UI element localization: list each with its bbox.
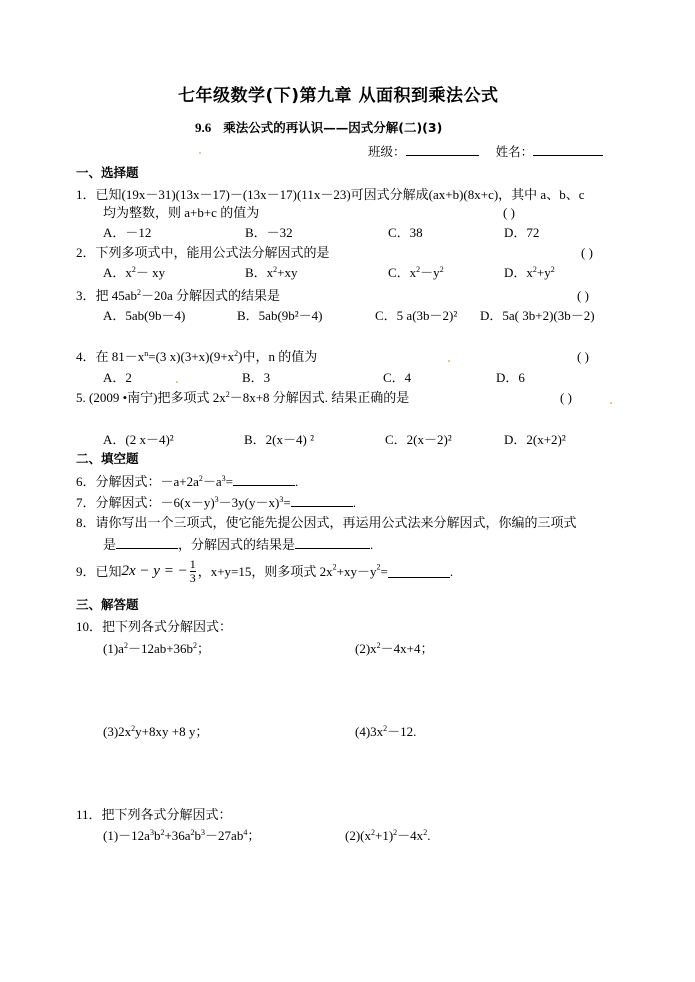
exponent: 2 [131,265,136,274]
part-text: ； [197,641,211,656]
lesson-subtitle [195,121,442,135]
q7-line [76,495,356,509]
stem-text: 7．分解因式：－6(x－y) [76,495,215,510]
q6-line [76,474,298,488]
scan-artifact [176,381,178,383]
q1-option-c: C．38 [388,225,423,240]
class-label: 班级： [368,145,406,159]
part-text: －12ab+36b [127,641,194,656]
q2-stem: 2．下列多项式中，能用公式法分解因式的是 [76,245,330,260]
page-title: 七年级数学(下)第九章 从面积到乘法公式 [178,86,499,106]
q9-answer-blank[interactable] [388,566,450,578]
part-text: (1)a [103,641,124,656]
stem-text: 5. (2009 •南宁)把多项式 2x [76,390,226,405]
q10-part-1 [103,642,210,655]
option-rest: +y [536,265,551,280]
section-choice-heading: 一、选择题 [76,165,139,180]
q5-option-a: A．(2 x－4)² [103,432,174,447]
q9-equation: 2x − y = − [121,563,188,579]
q4-answer-bracket[interactable]: ( ) [577,349,589,364]
q1-line1: 1．已知(19x－31)(13x－17)－(13x－17)(11x－23)可因式分解成(ax+b)(8x+c)，其中 a、b、c [76,187,585,202]
part-text: (4)3x [355,724,384,739]
q11-stem: 11．把下列各式分解因式： [76,807,232,822]
exponent: 2 [532,265,537,274]
q5-option-c: C．2(x－2)² [385,432,452,447]
option-label: A． [103,265,126,280]
q5-stem [76,391,409,404]
fraction [190,558,196,585]
q10-part-2 [355,642,434,655]
q5-option-d: D．2(x+2)² [504,432,566,447]
exponent: 2 [273,265,278,274]
stem-text: －a [202,474,222,489]
q10-stem: 10．把下列各式分解因式： [76,619,233,634]
stem-text: －8x+8 分解因式. 结果正确的是 [229,390,410,405]
option-base: x [526,265,533,280]
option-label: D． [504,265,527,280]
name-blank[interactable] [533,144,603,156]
option-label: B． [245,265,267,280]
q3-option-d: D．5a( 3b+2)(3b－2) [480,308,595,323]
name-label: 姓名： [495,145,534,159]
stem-text: ，x+y=15，则多项式 2x [197,564,333,579]
exponent: 2 [198,474,203,483]
q3-option-a: A．5ab(9b－4) [103,308,186,323]
scan-artifact [448,360,450,362]
stem-text: . [370,537,374,552]
part-text: b [194,828,202,843]
exponent: 2 [137,288,142,297]
stem-text: =(3 x)(3+x)(9+x [148,349,235,364]
q4-option-b: B．3 [242,370,271,385]
fraction-numerator: 1 [189,557,196,571]
part-text: y+8xy +8 y； [135,724,209,739]
exponent: n [144,349,149,358]
exponent: 2 [376,641,381,650]
part-text: －4x+4； [380,641,434,656]
q10-part-3 [103,725,208,738]
stem-text: －20a 分解因式的结果是 [141,288,281,303]
stem-text: ，分解因式的结果是 [178,537,296,552]
q2-answer-bracket[interactable]: ( ) [581,245,593,260]
option-base: x [125,265,132,280]
exponent: 3 [201,828,206,837]
part-text: . [427,828,431,843]
stem-text: +xy－y [336,564,377,579]
exponent: 3 [279,495,284,504]
stem-text: 4．在 81－x [76,349,145,364]
stem-text: . [449,564,454,579]
q3-answer-bracket[interactable]: ( ) [577,288,589,303]
part-text: －12. [387,724,417,739]
exponent: 2 [376,562,381,572]
q4-option-a: A．2 [103,370,132,385]
option-rest: －y [420,265,440,280]
part-text: +1) [375,828,394,843]
q1-option-a: A．－12 [103,225,152,240]
exponent: 2 [439,265,444,274]
q1-line2: 均为整数，则 a+b+c 的值为 [103,205,260,220]
class-blank[interactable] [406,144,479,156]
exponent: 2 [193,641,198,650]
q2-option-d [504,266,555,279]
exponent: 2 [416,265,421,274]
section-fill-heading: 二、填空题 [76,451,139,466]
stem-text: = [225,474,233,489]
q3-stem [76,289,280,302]
section-solve-heading: 三、解答题 [76,597,139,612]
q4-option-d: D．6 [496,370,525,385]
q8-result-blank[interactable] [295,537,370,549]
stem-text: = [380,564,388,579]
q7-answer-blank[interactable] [291,495,353,507]
exponent: 2 [225,390,230,399]
lesson-number: 9.6 [195,120,212,135]
exponent: 2 [123,641,128,650]
exponent: 2 [234,349,239,358]
exponent: 2 [160,828,165,837]
option-rest: +xy [277,265,298,280]
stem-text: 6．分解因式：－a+2a [76,474,199,489]
part-text: －4x [397,828,424,843]
q1-option-b: B．－32 [245,225,293,240]
exponent: 2 [371,828,375,837]
part-text: ； [247,828,261,843]
part-text: (2)(x [345,828,371,843]
q10-part-4 [355,725,416,738]
scan-artifact [199,152,201,154]
q2-option-a [103,266,165,279]
q8-line2 [103,537,373,551]
exponent: 2 [190,828,195,837]
fraction-denominator: 3 [189,571,196,585]
part-text: －27ab [205,828,244,843]
q2-option-b [245,266,298,279]
stem-text: －3y(y－x) [218,495,280,510]
part-text: (2)x [355,641,377,656]
stem-text: 9．已知 [76,564,122,579]
option-base: x [266,265,274,280]
exponent: 3 [149,828,154,837]
part-text: (3)2x [103,724,132,739]
class-name-fields [368,144,603,159]
q8-trinomial-blank[interactable] [116,537,178,549]
q4-option-c: C．4 [383,370,412,385]
stem-text: = [283,495,291,510]
q2-option-c [388,266,444,279]
q3-option-b: B．5ab(9b²－4) [237,308,323,323]
part-text: b [153,828,161,843]
part-text: (1)－12a [103,828,150,843]
q6-answer-blank[interactable] [233,474,295,486]
q11-part-1 [103,829,260,842]
lesson-title: 乘法公式的再认识——因式分解(二)(3) [223,120,443,135]
part-text: +36a [164,828,191,843]
q5-option-b: B．2(x－4) ² [244,432,314,447]
q1-option-d: D．72 [504,225,540,240]
exponent: 2 [332,562,337,572]
stem-text: . [295,474,299,489]
option-rest: － xy [135,265,166,280]
exponent: 4 [243,828,248,837]
stem-text: )中，n 的值为 [238,349,318,364]
q3-option-c: C．5 a(3b－2)² [375,308,458,323]
q8-line1: 8．请你写出一个三项式，使它能先提公因式，再运用公式法来分解因式，你编的三项式 [76,515,577,530]
exponent: 2 [131,724,136,733]
option-label: C． [388,265,410,280]
exponent: 3 [214,495,219,504]
exponent: 2 [383,724,388,733]
exponent: 3 [221,474,226,483]
exponent: 2 [550,265,555,274]
q1-answer-bracket[interactable]: ( ) [503,205,515,220]
option-base: x [409,265,417,280]
stem-text: 是 [103,537,117,552]
stem-text: 3．把 45ab [76,288,138,303]
q4-stem [76,350,317,363]
exponent: 2 [393,828,398,837]
q11-part-2 [345,829,430,842]
q9-line [76,558,453,585]
stem-text: . [352,495,356,510]
scan-artifact [610,402,612,404]
exponent: 2 [423,828,428,837]
q5-answer-bracket[interactable]: ( ) [560,390,572,405]
